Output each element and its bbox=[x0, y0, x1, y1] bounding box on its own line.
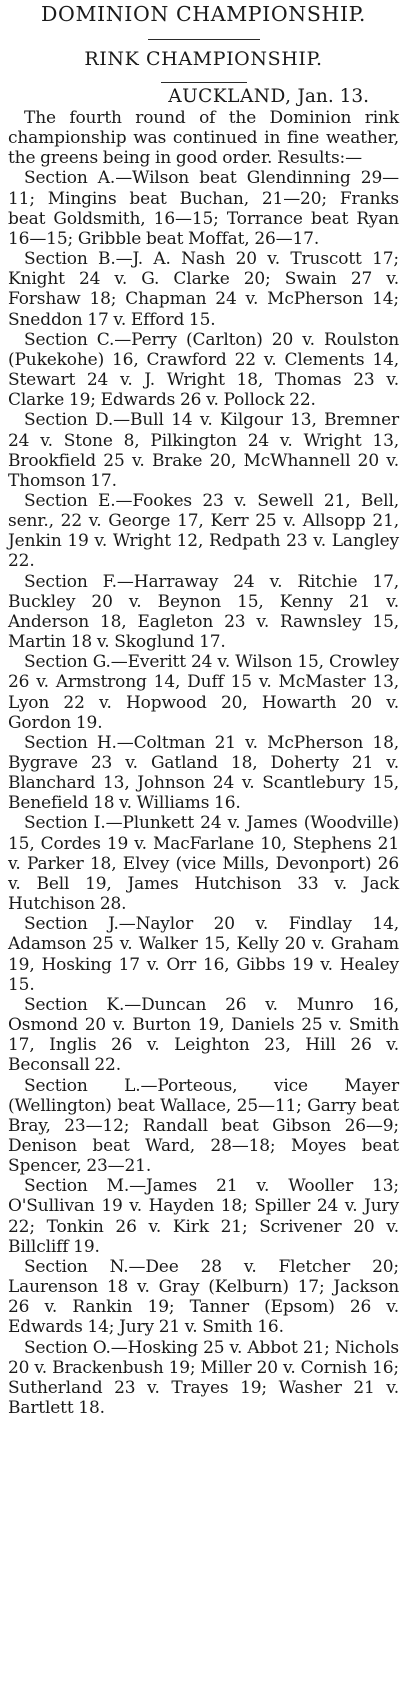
section-paragraph: Section O.—Hosking 25 v. Abbot 21; Nichols 20 v. Brackenbush 19; Miller 20 v. Cornish 16; Sutherland 23 v. Trayes 19; Washer 21 v. Bartlett 18. bbox=[8, 1337, 399, 1418]
section-paragraph: Section F.—Harraway 24 v. Ritchie 17, Buckley 20 v. Beynon 15, Kenny 21 v. Anderson 18, Eagleton 23 v. Rawnsley 15, Martin 18 v. Skoglund 17. bbox=[8, 571, 399, 653]
section-paragraph: Section J.—Naylor 20 v. Findlay 14, Adamson 25 v. Walker 15, Kelly 20 v. Graham 19, Hosking 17 v. Orr 16, Gibbs 19 v. Healey 15. bbox=[8, 914, 399, 995]
section-paragraph: Section K.—Duncan 26 v. Munro 16, Osmond 20 v. Burton 19, Daniels 25 v. Smith 17, Inglis 26 v. Leighton 23, Hill 26 v. Beconsall 22. bbox=[8, 994, 399, 1076]
subheading-rule bbox=[161, 82, 247, 83]
article-headline: DOMINION CHAMPIONSHIP. bbox=[41, 2, 366, 26]
section-paragraph: Section G.—Everitt 24 v. Wilson 15, Crowley 26 v. Armstrong 14, Duff 15 v. McMaster 13, Lyon 22 v. Hopwood 20, Howarth 20 v. Gordon 19. bbox=[8, 652, 399, 733]
article-intro: The fourth round of the Dominion rink championship was continued in fine weather, the greens being in good order. Results:— bbox=[8, 108, 399, 169]
article-subheading: RINK CHAMPIONSHIP. bbox=[84, 48, 323, 70]
section-paragraph: Section A.—Wilson beat Glendinning 29—11; Mingins beat Buchan, 21—20; Franks beat Goldsmith, 16—15; Torrance beat Ryan 16—15; Gribble beat Moffat, 26—17. bbox=[8, 168, 399, 249]
headline-rule bbox=[148, 39, 260, 40]
section-paragraph: Section D.—Bull 14 v. Kilgour 13, Bremner 24 v. Stone 8, Pilkington 24 v. Wright 13, Brookfield 25 v. Brake 20, McWhannell 20 v. Thomson 17. bbox=[8, 410, 399, 491]
section-paragraph: Section N.—Dee 28 v. Fletcher 20; Laurenson 18 v. Gray (Kelburn) 17; Jackson 26 v. Rankin 19; Tanner (Epsom) 26 v. Edwards 14; Jury 21 v. Smith 16. bbox=[8, 1256, 399, 1338]
section-paragraph: Section H.—Coltman 21 v. McPherson 18, Bygrave 23 v. Gatland 18, Doherty 21 v. Blanchard 13, Johnson 24 v. Scantlebury 15, Benefield 18 v. Williams 16. bbox=[8, 732, 399, 814]
section-paragraph: Section B.—J. A. Nash 20 v. Truscott 17; Knight 24 v. G. Clarke 20; Swain 27 v. Forshaw 18; Chapman 24 v. McPherson 14; Sneddon 17 v. Efford 15. bbox=[8, 249, 399, 330]
section-paragraph: Section C.—Perry (Carlton) 20 v. Roulston (Pukekohe) 16, Crawford 22 v. Clements 14, Stewart 24 v. J. Wright 18, Thomas 23 v. Clarke 19; Edwards 26 v. Pollock 22. bbox=[8, 329, 399, 411]
section-paragraph: Section L.—Porteous, vice Mayer (Wellington) beat Wallace, 25—11; Garry beat Bray, 23—12; Randall beat Gibson 26—9; Denison beat Ward, 28—18; Moyes beat Spencer, 23—21. bbox=[8, 1075, 399, 1177]
section-paragraph: Section E.—Fookes 23 v. Sewell 21, Bell, senr., 22 v. George 17, Kerr 25 v. Allsopp 21, Jenkin 19 v. Wright 12, Redpath 23 v. Langley 22. bbox=[8, 490, 399, 572]
article-body bbox=[8, 108, 399, 1418]
dateline bbox=[8, 86, 399, 108]
section-paragraph: Section M.—James 21 v. Wooller 13; O'Sullivan 19 v. Hayden 18; Spiller 24 v. Jury 22; Tonkin 26 v. Kirk 21; Scrivener 20 v. Billcliff 19. bbox=[8, 1176, 399, 1257]
dateline-date: Jan. 13. bbox=[297, 86, 369, 107]
section-paragraph: Section I.—Plunkett 24 v. James (Woodville) 15, Cordes 19 v. MacFarlane 10, Stephens 21 v. Parker 18, Elvey (vice Mills, Devonport) 26 v. Bell 19, James Hutchison 33 v. Jack Hutchison 28. bbox=[8, 813, 399, 915]
dateline-city: AUCKLAND, bbox=[168, 86, 292, 107]
